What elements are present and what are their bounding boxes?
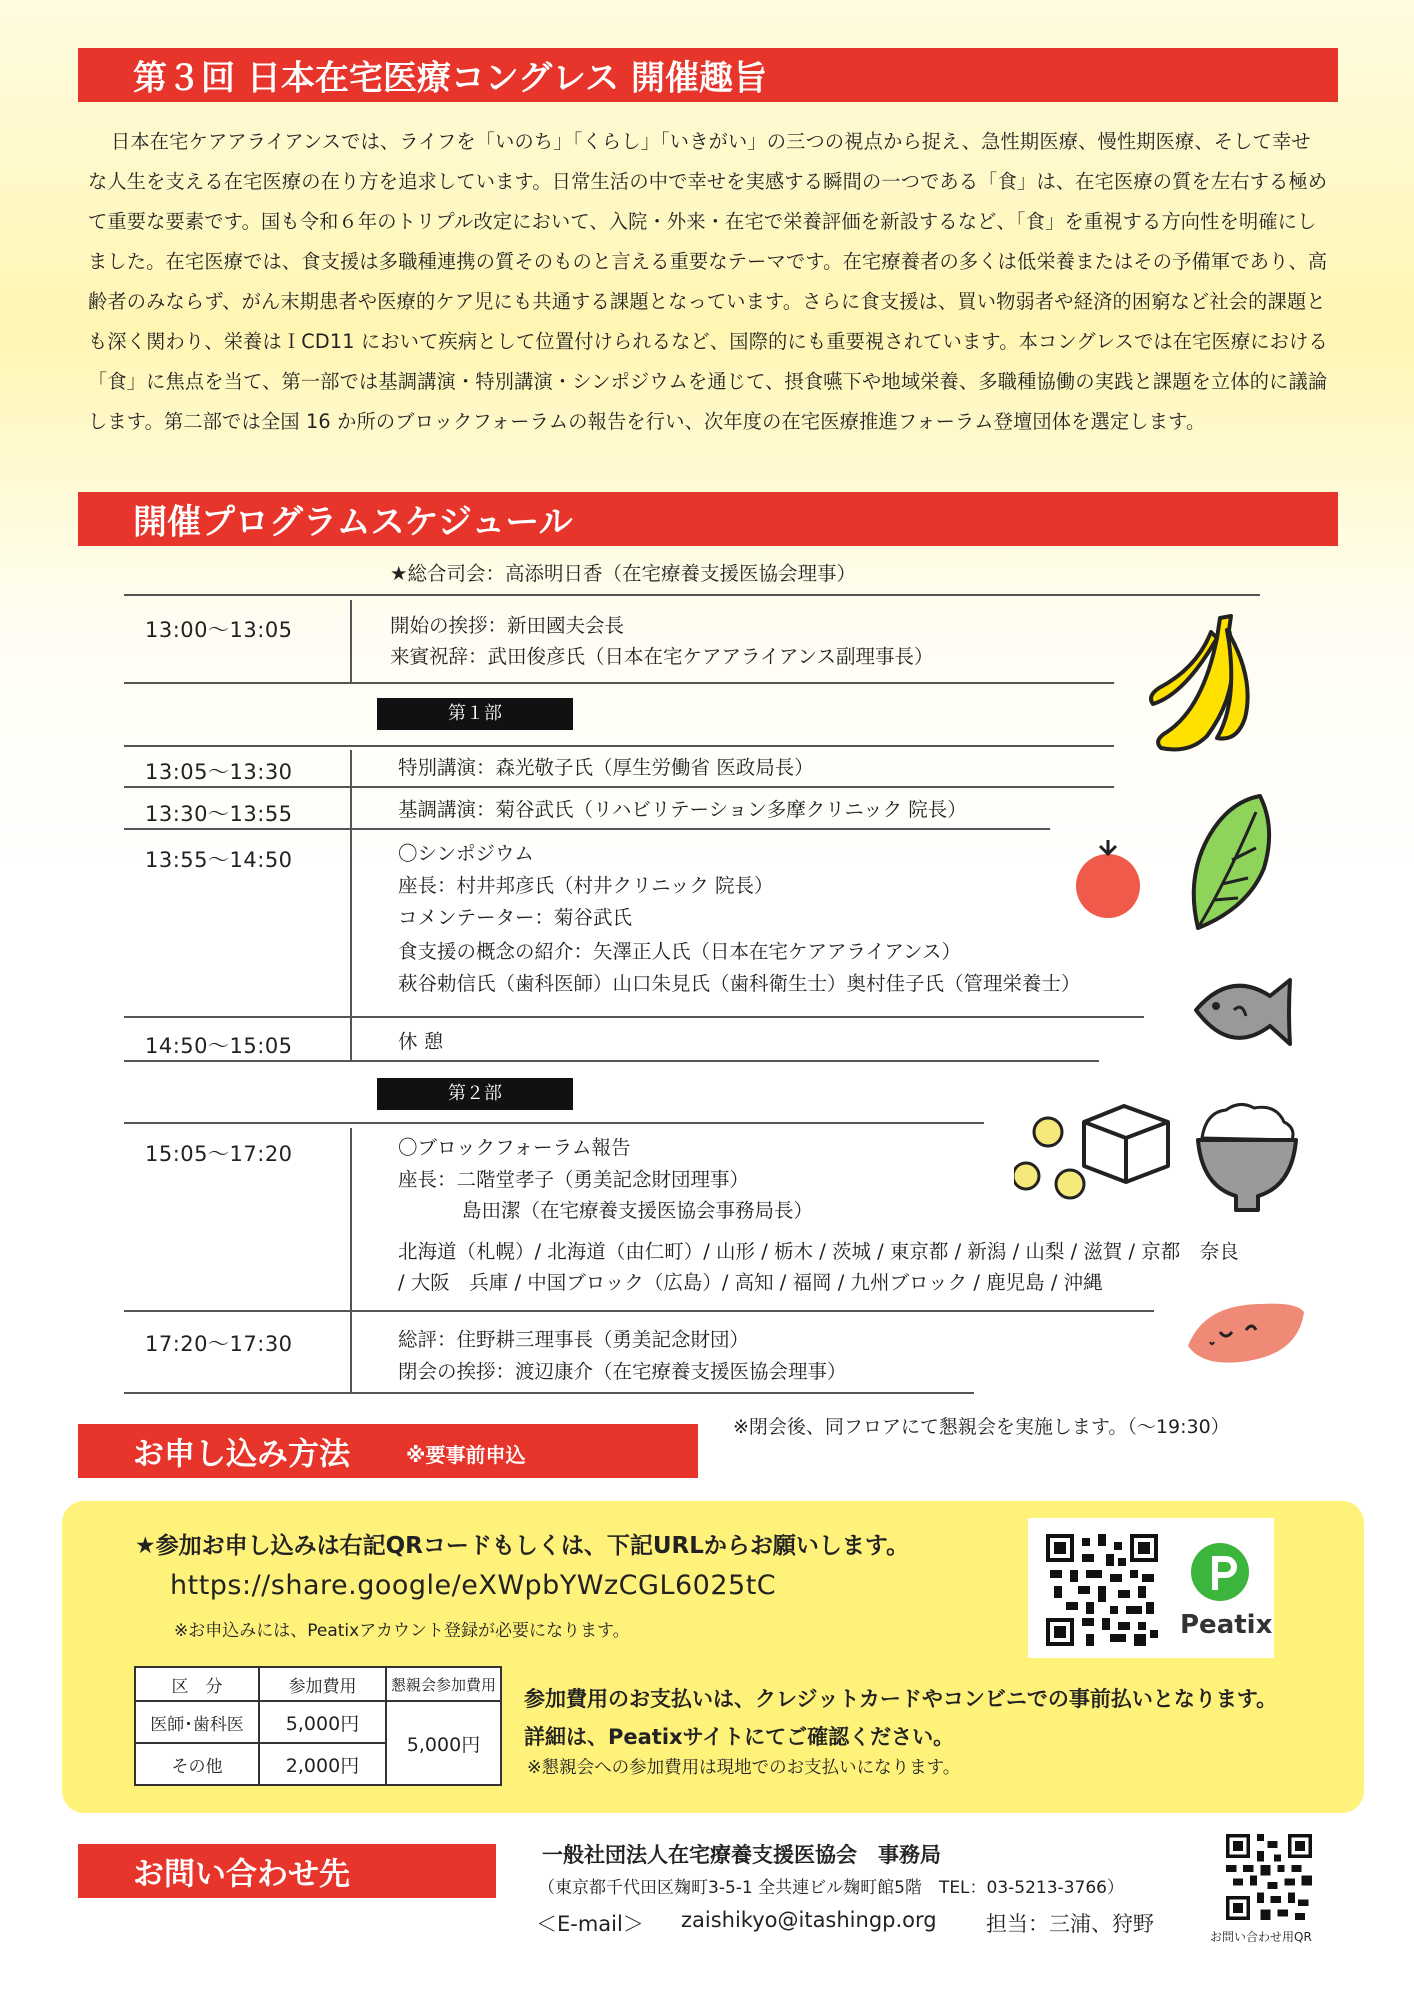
fee-category: 医師･歯科医: [135, 1701, 259, 1743]
schedule-divider: [350, 600, 352, 682]
contact-title: お問い合わせ先: [133, 1856, 350, 1893]
email-label: ＜E-mail＞: [536, 1912, 644, 1936]
schedule-divider: [124, 1060, 1099, 1062]
schedule-divider: [124, 786, 1114, 788]
schedule-divider: [124, 594, 1260, 596]
program-item: 来賓祝辞：武田俊彦氏（日本在宅ケアアライアンス副理事長）: [390, 645, 934, 668]
contact-heading: [78, 1844, 496, 1898]
fee-table: [134, 1666, 502, 1786]
schedule-divider: [124, 1122, 984, 1124]
application-url-link[interactable]: https://share.google/eXWpbYWzCGL6025tC: [170, 1570, 777, 1601]
schedule-divider: [350, 750, 352, 1060]
time-slot: 13:30〜13:55: [145, 802, 293, 826]
time-slot: 17:20〜17:30: [145, 1332, 293, 1356]
payment-info: [524, 1680, 1277, 1756]
tomato-illustration: [1068, 836, 1148, 922]
program-item: 島田潔（在宅療養支援医協会事務局長）: [462, 1199, 814, 1222]
banana-illustration: [1145, 608, 1265, 758]
schedule-divider: [124, 745, 1114, 747]
schedule-divider: [124, 828, 1050, 830]
purpose-heading: [78, 48, 1338, 102]
qr-panel: [1028, 1518, 1274, 1658]
program-item: 閉会の挨拶：渡辺康介（在宅療養支援医協会理事）: [398, 1360, 847, 1383]
schedule-divider: [350, 1128, 352, 1392]
time-slot: 15:05〜17:20: [145, 1142, 293, 1166]
payment-line: 参加費用のお支払いは、クレジットカードやコンビニでの事前払いとなります。: [524, 1687, 1278, 1711]
contact-qr-caption: お問い合わせ用QR: [1210, 1930, 1312, 1944]
rice-bowl-illustration: [1192, 1098, 1302, 1218]
time-slot: 13:00〜13:05: [145, 618, 293, 642]
fee-amount: 2,000円: [259, 1743, 386, 1785]
organization-name: 一般社団法人在宅療養支援医協会 事務局: [542, 1843, 941, 1867]
program-item: 食支援の概念の紹介：矢澤正人氏（日本在宅ケアアライアンス）: [398, 940, 961, 963]
program-item: 休 憩: [398, 1030, 444, 1053]
fee-header-category: 区 分: [135, 1667, 259, 1701]
schedule-divider: [124, 1310, 1154, 1312]
peatix-logo-icon: [1188, 1540, 1252, 1604]
after-party-note: ※閉会後、同フロアにて懇親会を実施します。（〜19:30）: [733, 1416, 1230, 1438]
schedule-heading: [78, 492, 1338, 546]
part2-label: 第２部: [377, 1078, 573, 1110]
fee-amount: 5,000円: [259, 1701, 386, 1743]
master-of-ceremonies: ★総合司会：高添明日香（在宅療養支援医協会理事）: [390, 562, 856, 585]
party-payment-note: ※懇親会への参加費用は現地でのお支払いになります。: [527, 1758, 961, 1778]
program-item: 座長：二階堂孝子（勇美記念財団理事）: [398, 1168, 750, 1191]
fish-illustration: [1190, 966, 1294, 1058]
peatix-account-note: ※お申込みには、Peatixアカウント登録が必要になります。: [174, 1621, 630, 1641]
part1-label: 第１部: [377, 698, 573, 730]
program-item: 〇ブロックフォーラム報告: [398, 1136, 631, 1159]
peatix-wordmark: Peatix: [1180, 1610, 1273, 1640]
fee-header-party-fee: 懇親会参加費用: [386, 1667, 501, 1701]
soybeans-and-tofu-illustration: [1014, 1082, 1174, 1212]
contact-person: 担当：三浦、狩野: [986, 1912, 1154, 1936]
time-slot: 14:50〜15:05: [145, 1034, 293, 1058]
fee-category: その他: [135, 1743, 259, 1785]
time-slot: 13:05〜13:30: [145, 760, 293, 784]
schedule-divider: [124, 1016, 1144, 1018]
purpose-title: 第３回 日本在宅医療コングレス 開催趣旨: [133, 58, 767, 99]
schedule-title: 開催プログラムスケジュール: [133, 502, 573, 543]
fee-header-fee: 参加費用: [259, 1667, 386, 1701]
program-item: 基調講演：菊谷武氏（リハビリテーション多摩クリニック 院長）: [398, 798, 967, 821]
email-link[interactable]: zaishikyo@itashingp.org: [681, 1908, 937, 1932]
program-item: コメンテーター：菊谷武氏: [398, 906, 633, 929]
program-item: 北海道（札幌）/ 北海道（由仁町）/ 山形 / 栃木 / 茨城 / 東京都 / 新潟 / 山梨 / 滋賀 / 京都 奈良: [398, 1240, 1239, 1263]
organization-address: （東京都千代田区麹町3-5-1 全共連ビル麹町館5階 TEL：03-5213-3766）: [538, 1878, 1124, 1898]
program-item: 特別講演：森光敬子氏（厚生労働省 医政局長）: [398, 756, 814, 779]
sweet-potato-illustration: [1180, 1292, 1310, 1372]
schedule-divider: [124, 1392, 974, 1394]
program-item: / 大阪 兵庫 / 中国ブロック（広島）/ 高知 / 福岡 / 九州ブロック / 鹿児島 / 沖縄: [398, 1271, 1103, 1294]
time-slot: 13:55〜14:50: [145, 848, 293, 872]
purpose-body: 日本在宅ケアアライアンスでは、ライフを「いのち」「くらし」「いきがい」の三つの視点から捉え、急性期医療、慢性期医療、そして幸せな人生を支える在宅医療の在り方を追求しています。日常生活の中で幸せを実感する瞬間の一つである「食」は、在宅医療の質を左右する極めて重要な要素です。国も令和６年のトリプル改定において、入院・外来・在宅で栄養評価を新設するなど、「食」を重視する方向性を明確にしました。在宅医療では、食支援は多職種連携の質そのものと言える重要なテーマです。在宅療養者の多くは低栄養またはその予備軍であり、高齢者のみならず、がん末期患者や医療的ケア児にも共通する課題となっています。さらに食支援は、買い物弱者や経済的困窮など社会的課題とも深く関わり、栄養はＩCD11 において疾病として位置付けられるなど、国際的にも重要視されています。本コングレスでは在宅医療における「食」に焦点を当て、第一部では基調講演・特別講演・シンポジウムを通じて、摂食嚥下や地域栄養、多職種協働の実践と課題を立体的に議論します。第二部では全国 16 か所のブロックフォーラムの報告を行い、次年度の在宅医療推進フォーラム登壇団体を選定します。: [88, 130, 1328, 433]
application-heading: [78, 1424, 698, 1478]
program-item: 萩谷勅信氏（歯科医師）山口朱見氏（歯科衛生士）奥村佳子氏（管理栄養士）: [398, 972, 1081, 995]
schedule-divider: [124, 682, 1114, 684]
application-required-note: ※要事前申込: [406, 1442, 526, 1467]
payment-line: 詳細は、Peatixサイトにてご確認ください。: [524, 1725, 955, 1749]
application-lead: ★参加お申し込みは右記QRコードもしくは、下記URLからお願いします。: [135, 1533, 910, 1559]
party-fee-amount: 5,000円: [386, 1701, 501, 1785]
program-item: 〇シンポジウム: [398, 842, 534, 865]
contact-qr-code-icon[interactable]: [1226, 1834, 1312, 1920]
application-title: お申し込み方法: [133, 1436, 350, 1473]
program-item: 総評：住野耕三理事長（勇美記念財団）: [398, 1328, 750, 1351]
application-qr-code-icon[interactable]: [1046, 1534, 1158, 1646]
program-item: 座長：村井邦彦氏（村井クリニック 院長）: [398, 874, 774, 897]
program-item: 開始の挨拶：新田國夫会長: [390, 614, 625, 637]
spinach-illustration: [1178, 788, 1278, 938]
